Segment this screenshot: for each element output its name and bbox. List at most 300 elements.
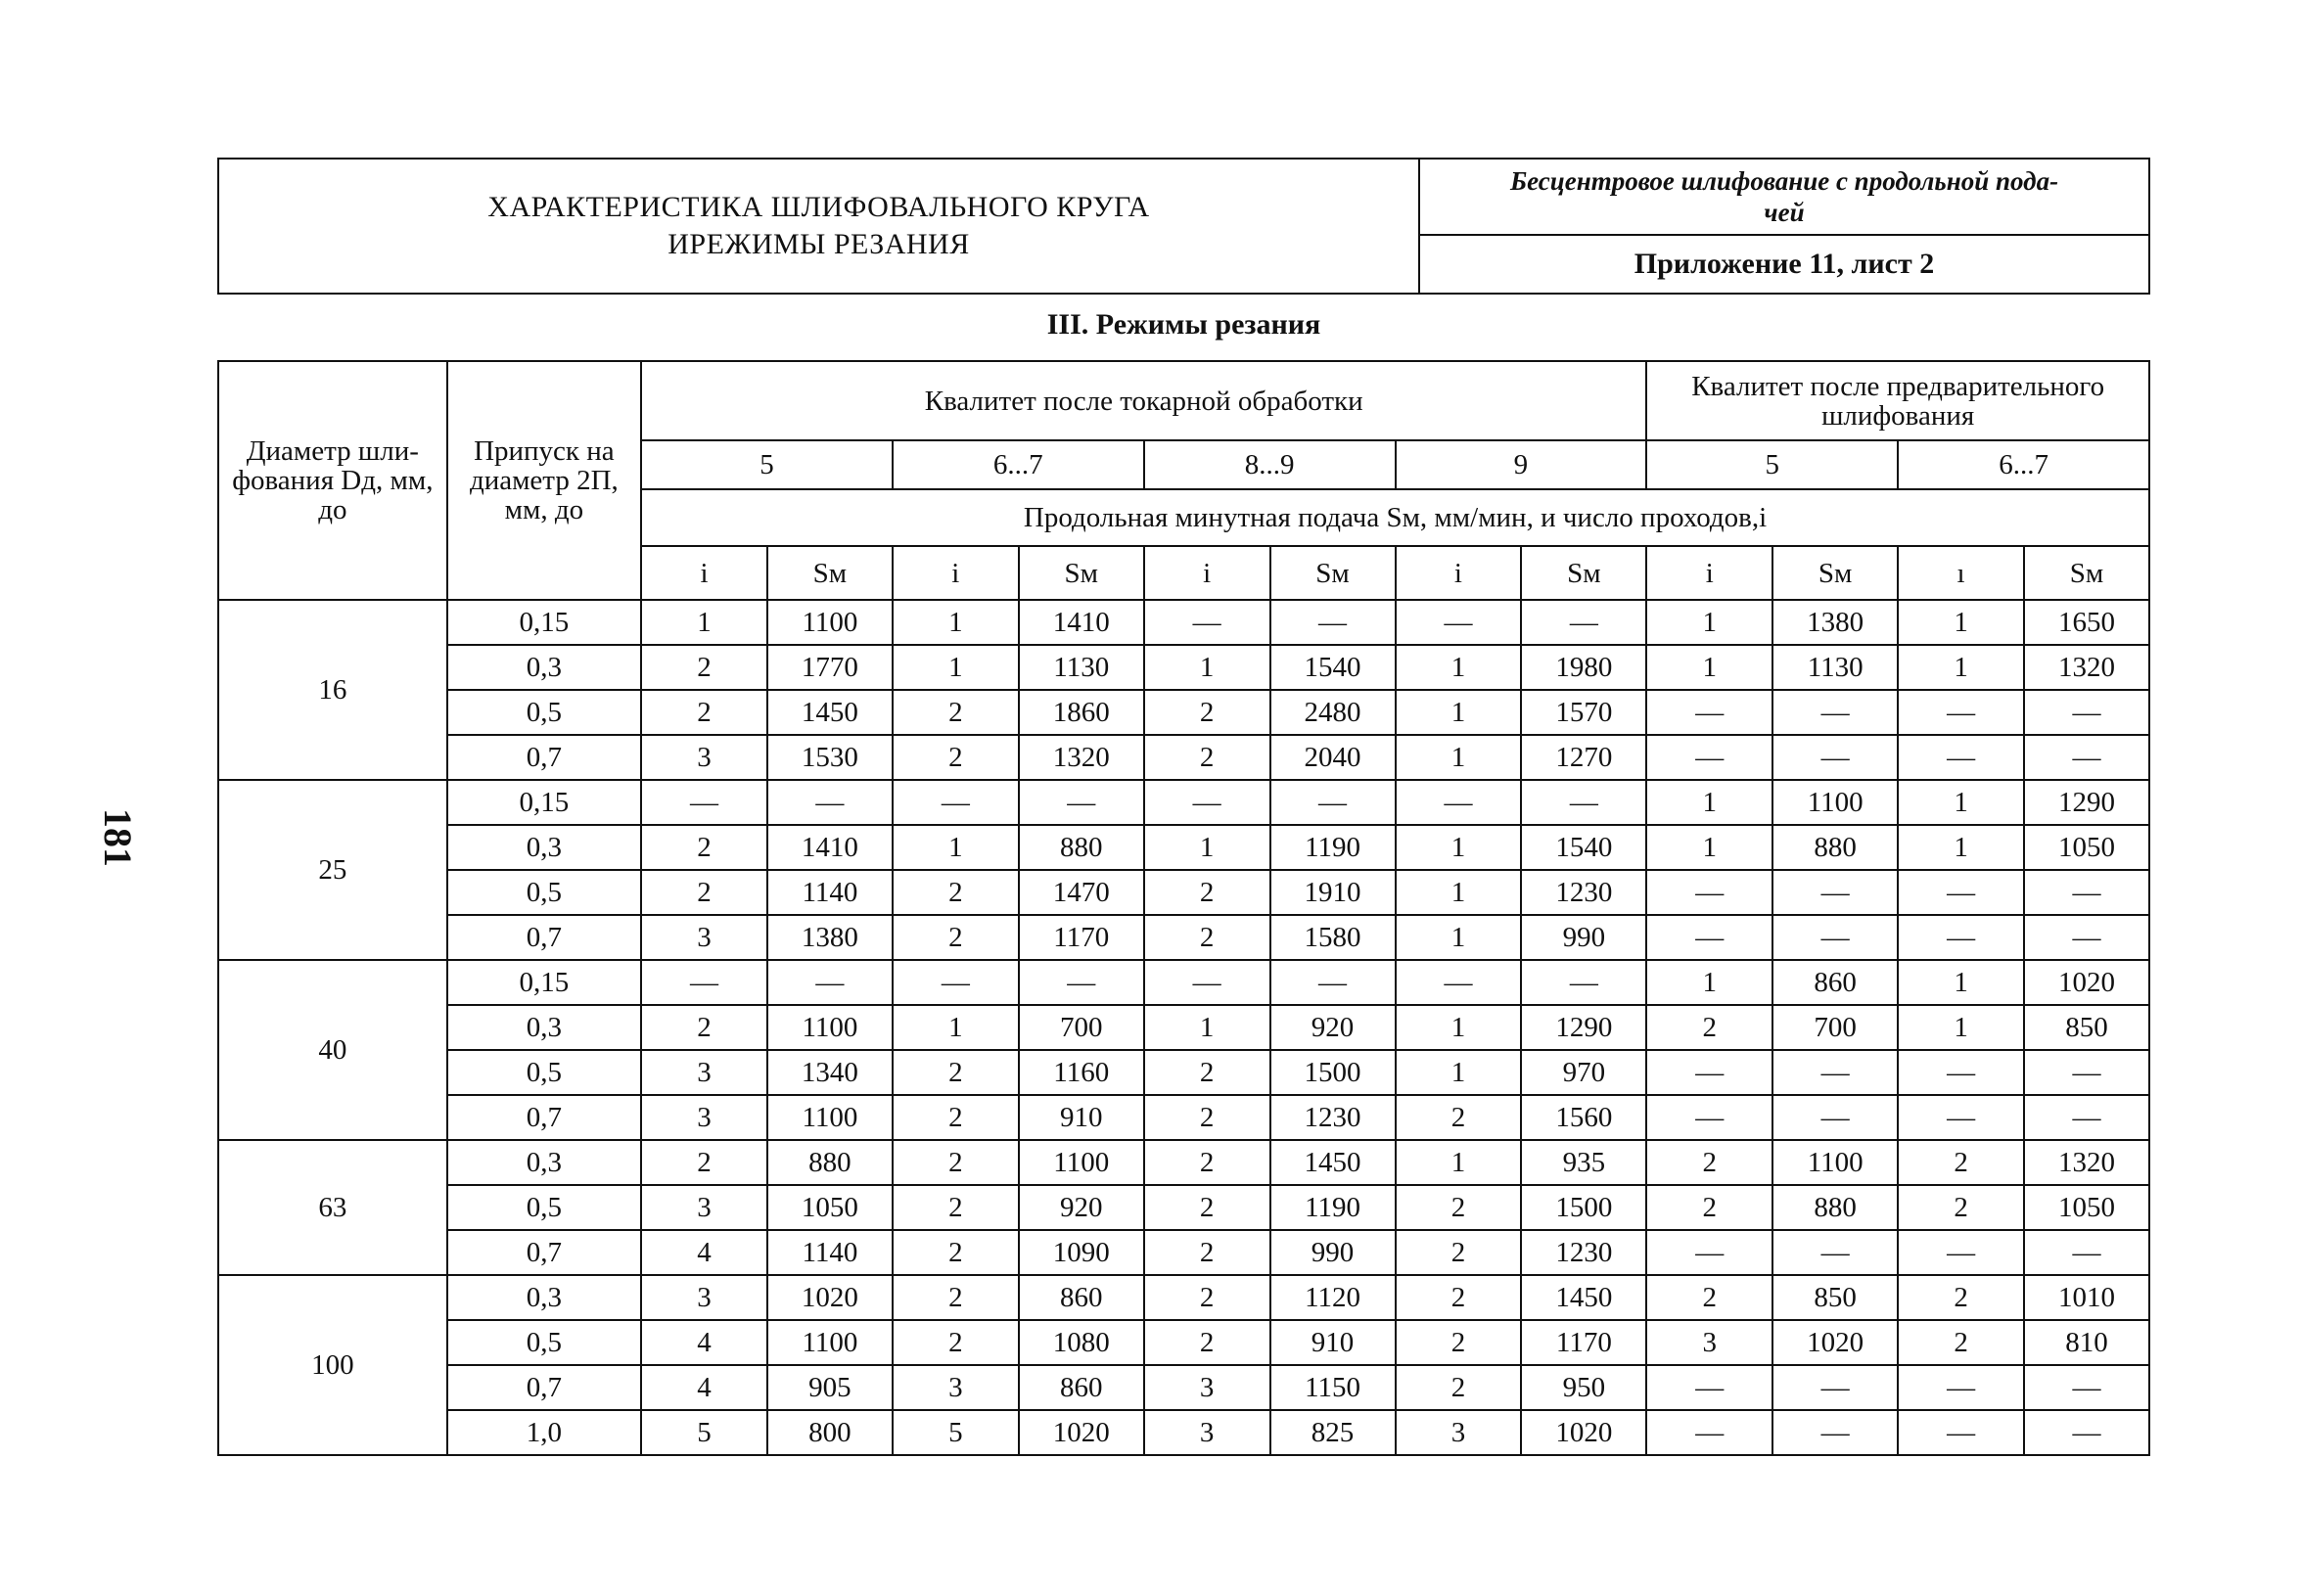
feed-cell: — <box>1270 600 1396 645</box>
table-row <box>218 735 2149 780</box>
feed-cell: — <box>1521 600 1646 645</box>
passes-cell: 2 <box>1646 1140 1772 1185</box>
passes-cell: 2 <box>893 1095 1019 1140</box>
passes-cell: — <box>1396 600 1522 645</box>
table-row <box>218 690 2149 735</box>
document-header <box>217 158 2150 295</box>
feed-cell: — <box>2024 1410 2149 1455</box>
passes-cell: — <box>1144 600 1270 645</box>
allowance-cell: 1,0 <box>447 1410 641 1455</box>
passes-cell: 1 <box>1898 645 2024 690</box>
passes-cell: 1 <box>1396 690 1522 735</box>
feed-cell: 800 <box>767 1410 893 1455</box>
feed-cell: 825 <box>1270 1410 1396 1455</box>
passes-cell: 2 <box>641 690 767 735</box>
feed-cell: 1580 <box>1270 915 1396 960</box>
passes-cell: 3 <box>641 1095 767 1140</box>
passes-cell: 3 <box>1144 1365 1270 1410</box>
passes-cell: — <box>1396 780 1522 825</box>
passes-cell: — <box>1646 735 1772 780</box>
table-row <box>218 1275 2149 1320</box>
feed-cell: 920 <box>1019 1185 1144 1230</box>
feed-cell: 850 <box>1772 1275 1898 1320</box>
passes-cell: 2 <box>893 1230 1019 1275</box>
passes-cell: — <box>1646 1050 1772 1095</box>
feed-cell: 1170 <box>1019 915 1144 960</box>
passes-cell: — <box>1898 690 2024 735</box>
document-title-line-1: ХАРАКТЕРИСТИКА ШЛИФОВАЛЬНОГО КРУГА <box>487 191 1150 223</box>
feed-cell: 860 <box>1772 960 1898 1005</box>
passes-cell: — <box>1898 870 2024 915</box>
feed-cell: 1100 <box>767 1095 893 1140</box>
table-row <box>218 825 2149 870</box>
feed-cell: 1230 <box>1270 1095 1396 1140</box>
feed-cell: — <box>1772 1050 1898 1095</box>
feed-cell: 1020 <box>1019 1410 1144 1455</box>
section-title: III. Режимы резания <box>1046 308 1321 341</box>
passes-cell: — <box>1646 870 1772 915</box>
passes-cell: 1 <box>1646 960 1772 1005</box>
feed-cell: 860 <box>1019 1365 1144 1410</box>
feed-cell: — <box>1772 915 1898 960</box>
feed-cell: 1980 <box>1521 645 1646 690</box>
passes-cell: 2 <box>641 645 767 690</box>
feed-cell: 1090 <box>1019 1230 1144 1275</box>
table-row <box>218 1005 2149 1050</box>
passes-cell: 1 <box>1396 1140 1522 1185</box>
passes-cell: 2 <box>1144 1230 1270 1275</box>
passes-cell: 1 <box>893 600 1019 645</box>
feed-cell: — <box>1521 960 1646 1005</box>
allowance-cell: 0,3 <box>447 825 641 870</box>
allowance-cell: 0,7 <box>447 1095 641 1140</box>
feed-cell: — <box>2024 1365 2149 1410</box>
feed-cell: 1500 <box>1521 1185 1646 1230</box>
passes-cell: 2 <box>1144 870 1270 915</box>
feed-cell: 1540 <box>1270 645 1396 690</box>
feed-cell: — <box>2024 1050 2149 1095</box>
feed-cell: — <box>2024 1095 2149 1140</box>
sub-header-feed: Sм <box>1019 546 1144 600</box>
feed-cell: — <box>1019 960 1144 1005</box>
feed-cell: 880 <box>1772 1185 1898 1230</box>
feed-cell: 1120 <box>1270 1275 1396 1320</box>
table-row <box>218 1320 2149 1365</box>
feed-cell: 1050 <box>767 1185 893 1230</box>
passes-cell: 4 <box>641 1230 767 1275</box>
grinding-method-line-1: Бесцентровое шлифование с продольной пода- <box>1509 166 2059 196</box>
passes-cell: 3 <box>641 915 767 960</box>
feed-cell: 905 <box>767 1365 893 1410</box>
feed-cell: 1410 <box>767 825 893 870</box>
feed-cell: — <box>2024 735 2149 780</box>
feed-cell: 1910 <box>1270 870 1396 915</box>
feed-cell: 700 <box>1772 1005 1898 1050</box>
passes-cell: 2 <box>1144 1320 1270 1365</box>
allowance-cell: 0,3 <box>447 1275 641 1320</box>
table-row <box>218 1095 2149 1140</box>
passes-cell: 1 <box>1396 870 1522 915</box>
passes-cell: 1 <box>893 1005 1019 1050</box>
table-row <box>218 1230 2149 1275</box>
feed-cell: 1100 <box>1772 1140 1898 1185</box>
feed-cell: 1320 <box>2024 1140 2149 1185</box>
allowance-cell: 0,5 <box>447 1185 641 1230</box>
table-row <box>218 1050 2149 1095</box>
passes-cell: 1 <box>1396 735 1522 780</box>
passes-cell: 1 <box>1144 825 1270 870</box>
passes-cell: 2 <box>1144 735 1270 780</box>
allowance-cell: 0,7 <box>447 1230 641 1275</box>
cutting-modes-table <box>217 360 2150 1456</box>
feed-cell: 1160 <box>1019 1050 1144 1095</box>
feed-cell: 1190 <box>1270 825 1396 870</box>
feed-cell: 1050 <box>2024 825 2149 870</box>
feed-cell: 990 <box>1270 1230 1396 1275</box>
feed-cell: — <box>1019 780 1144 825</box>
feed-cell: 2480 <box>1270 690 1396 735</box>
passes-cell: 2 <box>1144 1275 1270 1320</box>
feed-cell: 1230 <box>1521 1230 1646 1275</box>
feed-cell: 1270 <box>1521 735 1646 780</box>
feed-cell: — <box>2024 870 2149 915</box>
feed-cell: 860 <box>1019 1275 1144 1320</box>
passes-cell: — <box>1898 735 2024 780</box>
feed-caption: Продольная минутная подача Sм, мм/мин, и число проходов,i <box>641 489 2149 546</box>
passes-cell: — <box>1144 960 1270 1005</box>
feed-cell: 920 <box>1270 1005 1396 1050</box>
table-row <box>218 960 2149 1005</box>
table-row <box>218 780 2149 825</box>
feed-cell: 950 <box>1521 1365 1646 1410</box>
passes-cell: 2 <box>1396 1185 1522 1230</box>
feed-cell: 1560 <box>1521 1095 1646 1140</box>
passes-cell: — <box>1898 915 2024 960</box>
passes-cell: 2 <box>1396 1365 1522 1410</box>
feed-cell: — <box>1521 780 1646 825</box>
allowance-cell: 0,5 <box>447 1050 641 1095</box>
diameter-cell: 40 <box>218 960 447 1140</box>
passes-cell: — <box>1646 915 1772 960</box>
passes-cell: 5 <box>641 1410 767 1455</box>
passes-cell: 1 <box>1396 645 1522 690</box>
allowance-cell: 0,7 <box>447 735 641 780</box>
grade-header: 8...9 <box>1144 440 1396 489</box>
sub-header-feed: Sм <box>1270 546 1396 600</box>
feed-cell: 1020 <box>1772 1320 1898 1365</box>
table-row <box>218 870 2149 915</box>
feed-cell: 1020 <box>767 1275 893 1320</box>
allowance-cell: 0,7 <box>447 1365 641 1410</box>
feed-cell: 990 <box>1521 915 1646 960</box>
passes-cell: — <box>1646 1230 1772 1275</box>
passes-cell: 2 <box>1898 1275 2024 1320</box>
passes-cell: 1 <box>1646 645 1772 690</box>
feed-cell: — <box>1772 1365 1898 1410</box>
passes-cell: 1 <box>1898 825 2024 870</box>
passes-cell: 1 <box>1646 600 1772 645</box>
allowance-cell: 0,15 <box>447 600 641 645</box>
passes-cell: 2 <box>1144 1185 1270 1230</box>
passes-cell: 3 <box>641 735 767 780</box>
feed-cell: 1020 <box>1521 1410 1646 1455</box>
sub-header-passes: i <box>1144 546 1270 600</box>
feed-cell: 880 <box>1019 825 1144 870</box>
passes-cell: 2 <box>1396 1095 1522 1140</box>
feed-cell: 880 <box>1772 825 1898 870</box>
feed-cell: 1010 <box>2024 1275 2149 1320</box>
passes-cell: 2 <box>1646 1275 1772 1320</box>
feed-cell: 1050 <box>2024 1185 2149 1230</box>
allowance-cell: 0,3 <box>447 1005 641 1050</box>
passes-cell: 2 <box>641 825 767 870</box>
feed-cell: 1100 <box>1772 780 1898 825</box>
passes-cell: 2 <box>1646 1185 1772 1230</box>
passes-cell: 2 <box>893 690 1019 735</box>
passes-cell: — <box>1646 1410 1772 1455</box>
passes-cell: 1 <box>1396 915 1522 960</box>
passes-cell: 2 <box>1646 1005 1772 1050</box>
passes-cell: 2 <box>1898 1140 2024 1185</box>
passes-cell: 3 <box>893 1365 1019 1410</box>
allowance-cell: 0,15 <box>447 960 641 1005</box>
passes-cell: 2 <box>641 870 767 915</box>
passes-cell: 2 <box>893 1050 1019 1095</box>
allowance-cell: 0,5 <box>447 870 641 915</box>
feed-cell: — <box>1772 1095 1898 1140</box>
table-row <box>218 1410 2149 1455</box>
passes-cell: 1 <box>1898 780 2024 825</box>
feed-cell: — <box>1772 735 1898 780</box>
feed-cell: — <box>767 960 893 1005</box>
feed-cell: 910 <box>1270 1320 1396 1365</box>
sub-header-passes: ı <box>1898 546 2024 600</box>
passes-cell: 2 <box>1898 1320 2024 1365</box>
feed-cell: 1470 <box>1019 870 1144 915</box>
feed-cell: 1770 <box>767 645 893 690</box>
passes-cell: 3 <box>641 1185 767 1230</box>
grade-header: 6...7 <box>1898 440 2149 489</box>
sub-header-feed: Sм <box>767 546 893 600</box>
feed-cell: 1020 <box>2024 960 2149 1005</box>
feed-cell: 1530 <box>767 735 893 780</box>
feed-cell: 1290 <box>1521 1005 1646 1050</box>
document-title <box>218 159 1419 294</box>
diameter-cell: 16 <box>218 600 447 780</box>
passes-cell: 2 <box>641 1140 767 1185</box>
passes-cell: 1 <box>1396 825 1522 870</box>
passes-cell: 2 <box>893 1275 1019 1320</box>
passes-cell: — <box>1898 1050 2024 1095</box>
passes-cell: 2 <box>893 1185 1019 1230</box>
passes-cell: 2 <box>893 915 1019 960</box>
passes-cell: 3 <box>641 1050 767 1095</box>
grinding-method-line-2: чей <box>1764 198 1805 227</box>
feed-cell: 1230 <box>1521 870 1646 915</box>
passes-cell: 2 <box>1396 1230 1522 1275</box>
sub-header-feed: Sм <box>1772 546 1898 600</box>
passes-cell: 2 <box>893 735 1019 780</box>
grade-header: 5 <box>1646 440 1898 489</box>
feed-cell: 1410 <box>1019 600 1144 645</box>
passes-cell: 2 <box>1144 915 1270 960</box>
feed-cell: 1140 <box>767 1230 893 1275</box>
passes-cell: 2 <box>1144 690 1270 735</box>
sub-header-passes: i <box>893 546 1019 600</box>
table-row <box>218 1185 2149 1230</box>
feed-cell: — <box>2024 690 2149 735</box>
allowance-cell: 0,7 <box>447 915 641 960</box>
feed-cell: 850 <box>2024 1005 2149 1050</box>
sub-header-passes: i <box>1396 546 1522 600</box>
passes-cell: 3 <box>641 1275 767 1320</box>
passes-cell: — <box>1396 960 1522 1005</box>
passes-cell: 2 <box>1898 1185 2024 1230</box>
feed-cell: — <box>2024 1230 2149 1275</box>
feed-cell: — <box>2024 915 2149 960</box>
feed-cell: 1450 <box>1521 1275 1646 1320</box>
table-body <box>218 600 2149 1455</box>
feed-cell: 1290 <box>2024 780 2149 825</box>
passes-cell: 2 <box>893 1320 1019 1365</box>
group-header-grinding: Квалитет после предварительного шлифования <box>1646 361 2149 440</box>
page-number-text: 181 <box>96 808 140 867</box>
passes-cell: 1 <box>1646 825 1772 870</box>
sub-header-feed: Sм <box>1521 546 1646 600</box>
feed-cell: 910 <box>1019 1095 1144 1140</box>
passes-cell: 4 <box>641 1365 767 1410</box>
diameter-cell: 25 <box>218 780 447 960</box>
table-row <box>218 1140 2149 1185</box>
passes-cell: 5 <box>893 1410 1019 1455</box>
feed-cell: 1100 <box>767 1320 893 1365</box>
allowance-cell: 0,5 <box>447 1320 641 1365</box>
passes-cell: 1 <box>893 645 1019 690</box>
feed-cell: — <box>1270 960 1396 1005</box>
passes-cell: 1 <box>893 825 1019 870</box>
document-title-line-2: ИРЕЖИМЫ РЕЗАНИЯ <box>667 228 970 260</box>
passes-cell: 1 <box>641 600 767 645</box>
feed-cell: — <box>1270 780 1396 825</box>
feed-cell: 970 <box>1521 1050 1646 1095</box>
feed-cell: 1150 <box>1270 1365 1396 1410</box>
passes-cell: 1 <box>1144 645 1270 690</box>
column-header-allowance: Припуск на диаметр 2П, мм, до <box>447 361 641 600</box>
passes-cell: — <box>641 780 767 825</box>
feed-cell: 1380 <box>1772 600 1898 645</box>
passes-cell: 2 <box>1396 1275 1522 1320</box>
allowance-cell: 0,3 <box>447 645 641 690</box>
passes-cell: 1 <box>1396 1005 1522 1050</box>
passes-cell: — <box>893 780 1019 825</box>
diameter-cell: 100 <box>218 1275 447 1455</box>
passes-cell: 3 <box>1396 1410 1522 1455</box>
passes-cell: — <box>641 960 767 1005</box>
passes-cell: — <box>1898 1365 2024 1410</box>
sub-header-passes: i <box>1646 546 1772 600</box>
allowance-cell: 0,3 <box>447 1140 641 1185</box>
grade-header: 5 <box>641 440 893 489</box>
feed-cell: 1450 <box>767 690 893 735</box>
passes-cell: 1 <box>1898 960 2024 1005</box>
grade-header: 6...7 <box>893 440 1144 489</box>
feed-cell: 700 <box>1019 1005 1144 1050</box>
allowance-cell: 0,5 <box>447 690 641 735</box>
feed-cell: 1380 <box>767 915 893 960</box>
passes-cell: 1 <box>1898 600 2024 645</box>
feed-cell: 1170 <box>1521 1320 1646 1365</box>
feed-cell: 1540 <box>1521 825 1646 870</box>
feed-cell: — <box>1772 1410 1898 1455</box>
grade-header: 9 <box>1396 440 1647 489</box>
table-row <box>218 645 2149 690</box>
passes-cell: — <box>1646 690 1772 735</box>
feed-cell: 1140 <box>767 870 893 915</box>
feed-cell: — <box>1772 690 1898 735</box>
passes-cell: — <box>893 960 1019 1005</box>
feed-cell: — <box>1772 870 1898 915</box>
passes-cell: — <box>1144 780 1270 825</box>
passes-cell: 3 <box>1144 1410 1270 1455</box>
feed-cell: 1190 <box>1270 1185 1396 1230</box>
passes-cell: 2 <box>1144 1095 1270 1140</box>
annex-label: Приложение 11, лист 2 <box>1419 235 2149 294</box>
passes-cell: 1 <box>1646 780 1772 825</box>
passes-cell: 1 <box>1396 1050 1522 1095</box>
passes-cell: 4 <box>641 1320 767 1365</box>
feed-cell: 1450 <box>1270 1140 1396 1185</box>
allowance-cell: 0,15 <box>447 780 641 825</box>
feed-cell: 1320 <box>2024 645 2149 690</box>
passes-cell: 3 <box>1646 1320 1772 1365</box>
feed-cell: 880 <box>767 1140 893 1185</box>
passes-cell: 1 <box>1898 1005 2024 1050</box>
group-header-turning: Квалитет после токарной обработки <box>641 361 1646 440</box>
passes-cell: 2 <box>1396 1320 1522 1365</box>
passes-cell: 2 <box>641 1005 767 1050</box>
grinding-method <box>1419 159 2149 235</box>
feed-cell: 1340 <box>767 1050 893 1095</box>
feed-cell: 1130 <box>1019 645 1144 690</box>
passes-cell: — <box>1898 1230 2024 1275</box>
feed-cell: 1650 <box>2024 600 2149 645</box>
passes-cell: — <box>1646 1095 1772 1140</box>
passes-cell: 2 <box>1144 1050 1270 1095</box>
column-header-diameter: Диаметр шли-фования Dд, мм, до <box>218 361 447 600</box>
feed-cell: 1500 <box>1270 1050 1396 1095</box>
feed-cell: 1320 <box>1019 735 1144 780</box>
passes-cell: — <box>1898 1410 2024 1455</box>
sub-header-passes: i <box>641 546 767 600</box>
feed-cell: 810 <box>2024 1320 2149 1365</box>
feed-cell: — <box>767 780 893 825</box>
passes-cell: 2 <box>893 870 1019 915</box>
feed-cell: 1130 <box>1772 645 1898 690</box>
passes-cell: 2 <box>893 1140 1019 1185</box>
passes-cell: — <box>1646 1365 1772 1410</box>
table-row <box>218 1365 2149 1410</box>
table-row <box>218 600 2149 645</box>
feed-cell: 1100 <box>1019 1140 1144 1185</box>
feed-cell: 1100 <box>767 600 893 645</box>
passes-cell: — <box>1898 1095 2024 1140</box>
feed-cell: 2040 <box>1270 735 1396 780</box>
feed-cell: 1570 <box>1521 690 1646 735</box>
sub-header-feed: Sм <box>2024 546 2149 600</box>
feed-cell: 1100 <box>767 1005 893 1050</box>
feed-cell: 1080 <box>1019 1320 1144 1365</box>
passes-cell: 1 <box>1144 1005 1270 1050</box>
